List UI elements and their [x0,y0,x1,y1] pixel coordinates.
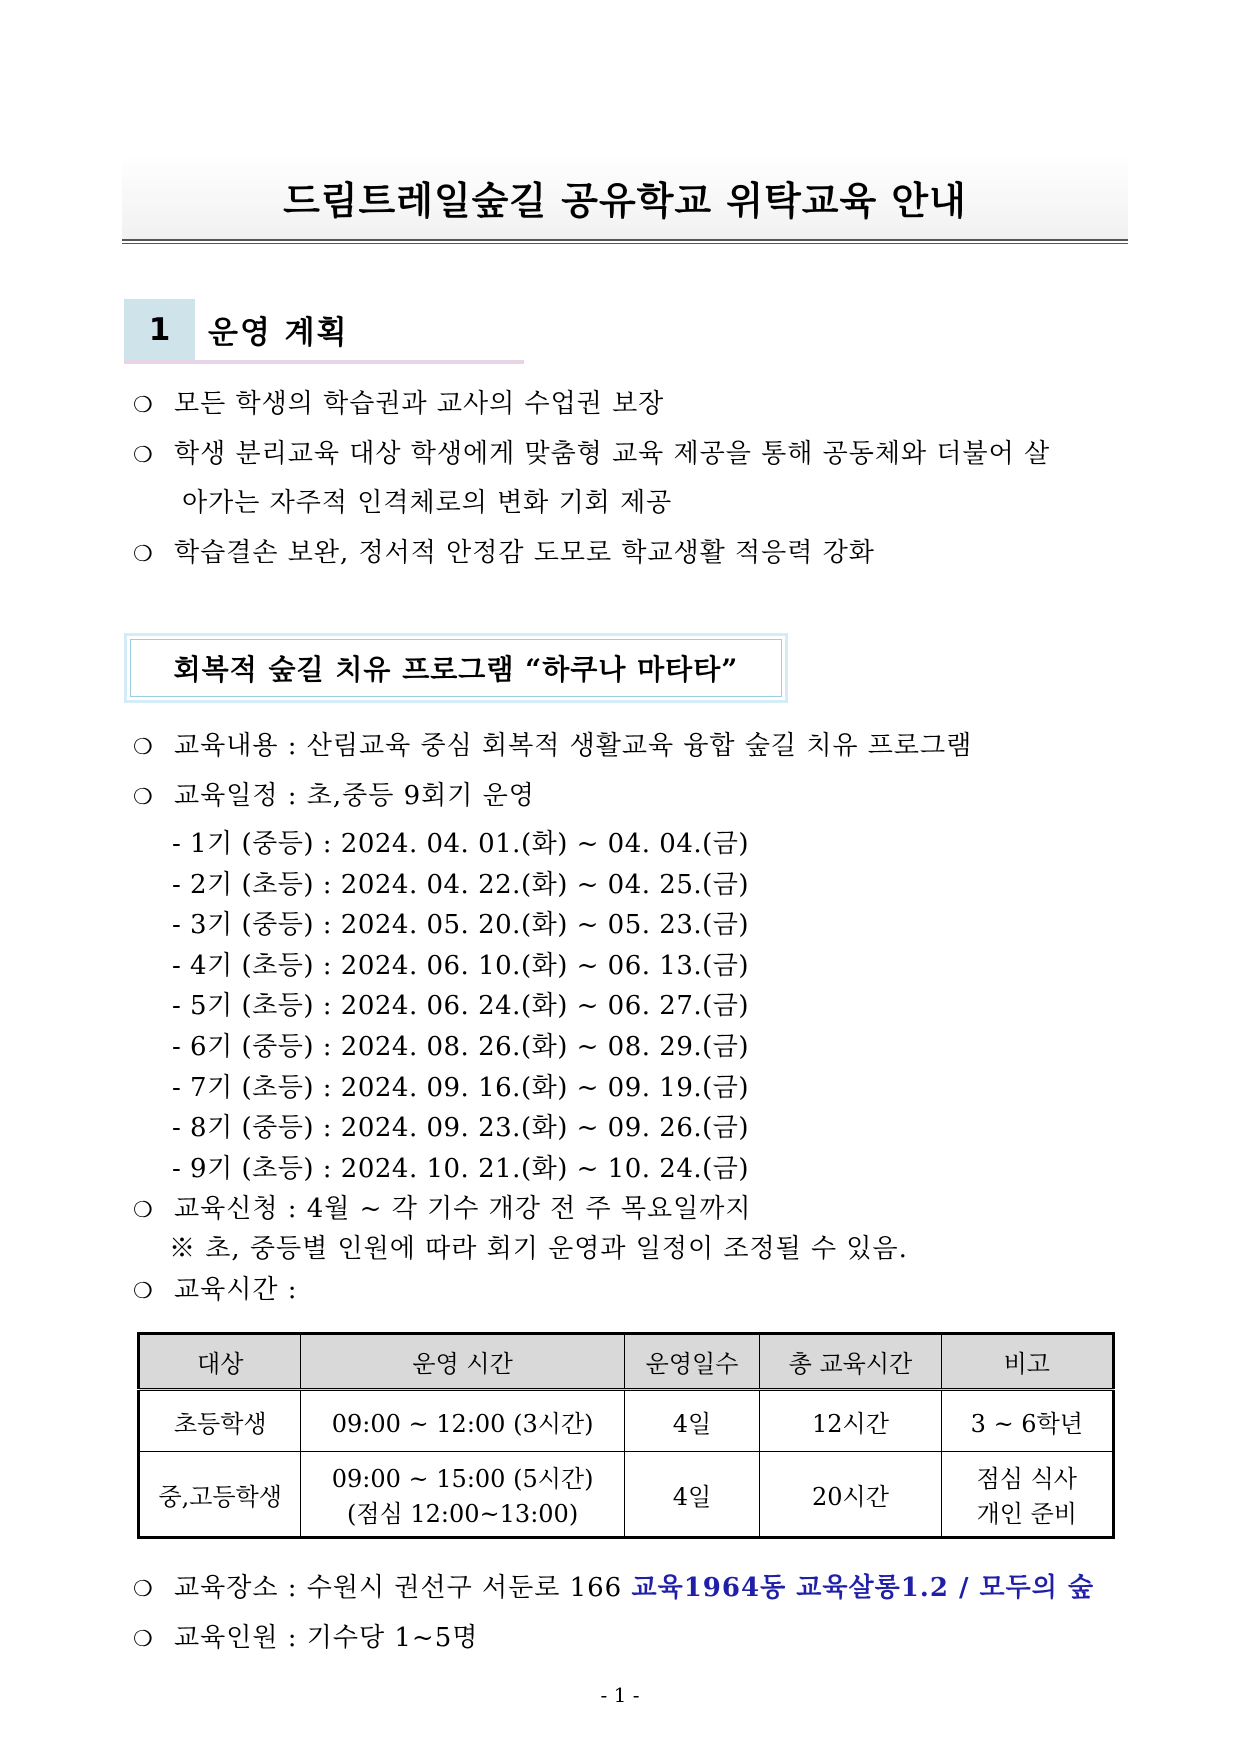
table-cell: 4일 [624,1452,760,1538]
place-highlight: 교육1964동 교육살롱1.2 / 모두의 숲 [631,1573,1095,1603]
circle-bullet-icon: ❍ [133,1198,154,1223]
table-cell: 09:00 ~ 12:00 (3시간) [301,1390,624,1452]
table-row [139,1452,1114,1538]
circle-bullet-icon: ❍ [133,1279,154,1304]
schedule-item: - 9기 (초등) : 2024. 10. 21.(화) ~ 10. 24.(금) [172,1154,750,1184]
column-header: 비고 [941,1334,1113,1390]
column-header: 운영 시간 [301,1334,624,1390]
section-underline [124,360,524,364]
section-title: 운영 계획 [208,315,349,351]
schedule-item: - 6기 (중등) : 2024. 08. 26.(화) ~ 08. 29.(금) [172,1032,750,1062]
circle-bullet-icon: ❍ [133,1627,154,1652]
table-cell: 점심 식사 개인 준비 [941,1452,1113,1538]
schedule-item: - 5기 (초등) : 2024. 06. 24.(화) ~ 06. 27.(금) [172,991,750,1021]
schedule-item: - 8기 (중등) : 2024. 09. 23.(화) ~ 09. 26.(금) [172,1113,750,1143]
schedule-item: - 1기 (중등) : 2024. 04. 01.(화) ~ 04. 04.(금) [172,829,750,859]
schedule-item: - 2기 (초등) : 2024. 04. 22.(화) ~ 04. 25.(금) [172,870,750,900]
schedule-title: ❍ 교육일정 : 초,중등 9회기 운영 [133,781,535,811]
table-cell: 4일 [624,1390,760,1452]
table-row [139,1390,1114,1452]
education-place: ❍ 교육장소 : 수원시 권선구 서둔로 166 교육1964동 교육살롱1.2 / 모두의 숲 [133,1573,1095,1603]
education-time-label: ❍ 교육시간 : [133,1275,298,1305]
goal-item-continued: 아가는 자주적 인격체로의 변화 기회 제공 [182,488,673,518]
table-cell: 초등학생 [139,1390,301,1452]
table-cell: 중,고등학생 [139,1452,301,1538]
column-header: 운영일수 [624,1334,760,1390]
education-time-table [137,1332,1115,1539]
goal-item: ❍ 학습결손 보완, 정서적 안정감 도모로 학교생활 적응력 강화 [133,538,875,568]
table-cell: 12시간 [760,1390,941,1452]
schedule-item: - 7기 (초등) : 2024. 09. 16.(화) ~ 09. 19.(금) [172,1073,750,1103]
goal-item: ❍ 학생 분리교육 대상 학생에게 맞춤형 교육 제공을 통해 공동체와 더불어 살 [133,439,1051,469]
table-cell: 09:00 ~ 15:00 (5시간) (점심 12:00~13:00) [301,1452,624,1538]
document-title-box [122,155,1128,241]
table-header-row [139,1334,1114,1390]
schedule-note: ※ 초, 중등별 인원에 따라 회기 운영과 일정이 조정될 수 있음. [169,1234,908,1264]
goal-item: ❍ 모든 학생의 학습권과 교사의 수업권 보장 [133,389,665,419]
schedule-item: - 4기 (초등) : 2024. 06. 10.(화) ~ 06. 13.(금) [172,951,750,981]
column-header: 총 교육시간 [760,1334,941,1390]
document-title: 드림트레일숲길 공유학교 위탁교육 안내 [283,178,967,223]
program-title: 회복적 숲길 치유 프로그램 “하쿠나 마타타” [173,653,739,686]
circle-bullet-icon: ❍ [133,785,154,810]
circle-bullet-icon: ❍ [133,393,154,418]
circle-bullet-icon: ❍ [133,542,154,567]
education-content: ❍ 교육내용 : 산림교육 중심 회복적 생활교육 융합 숲길 치유 프로그램 [133,731,973,761]
filled-circle-bullet-icon: ❍ [133,735,154,760]
program-title-box [124,633,788,703]
page-number: - 1 - [600,1683,640,1707]
application-period: ❍ 교육신청 : 4월 ~ 각 기수 개강 전 주 목요일까지 [133,1194,752,1224]
education-people: ❍ 교육인원 : 기수당 1~5명 [133,1623,479,1653]
circle-bullet-icon: ❍ [133,443,154,468]
table-cell: 20시간 [760,1452,941,1538]
table-cell: 3 ~ 6학년 [941,1390,1113,1452]
schedule-item: - 3기 (중등) : 2024. 05. 20.(화) ~ 05. 23.(금) [172,910,750,940]
section-number: 1 [124,299,195,360]
circle-bullet-icon: ❍ [133,1577,154,1602]
column-header: 대상 [139,1334,301,1390]
